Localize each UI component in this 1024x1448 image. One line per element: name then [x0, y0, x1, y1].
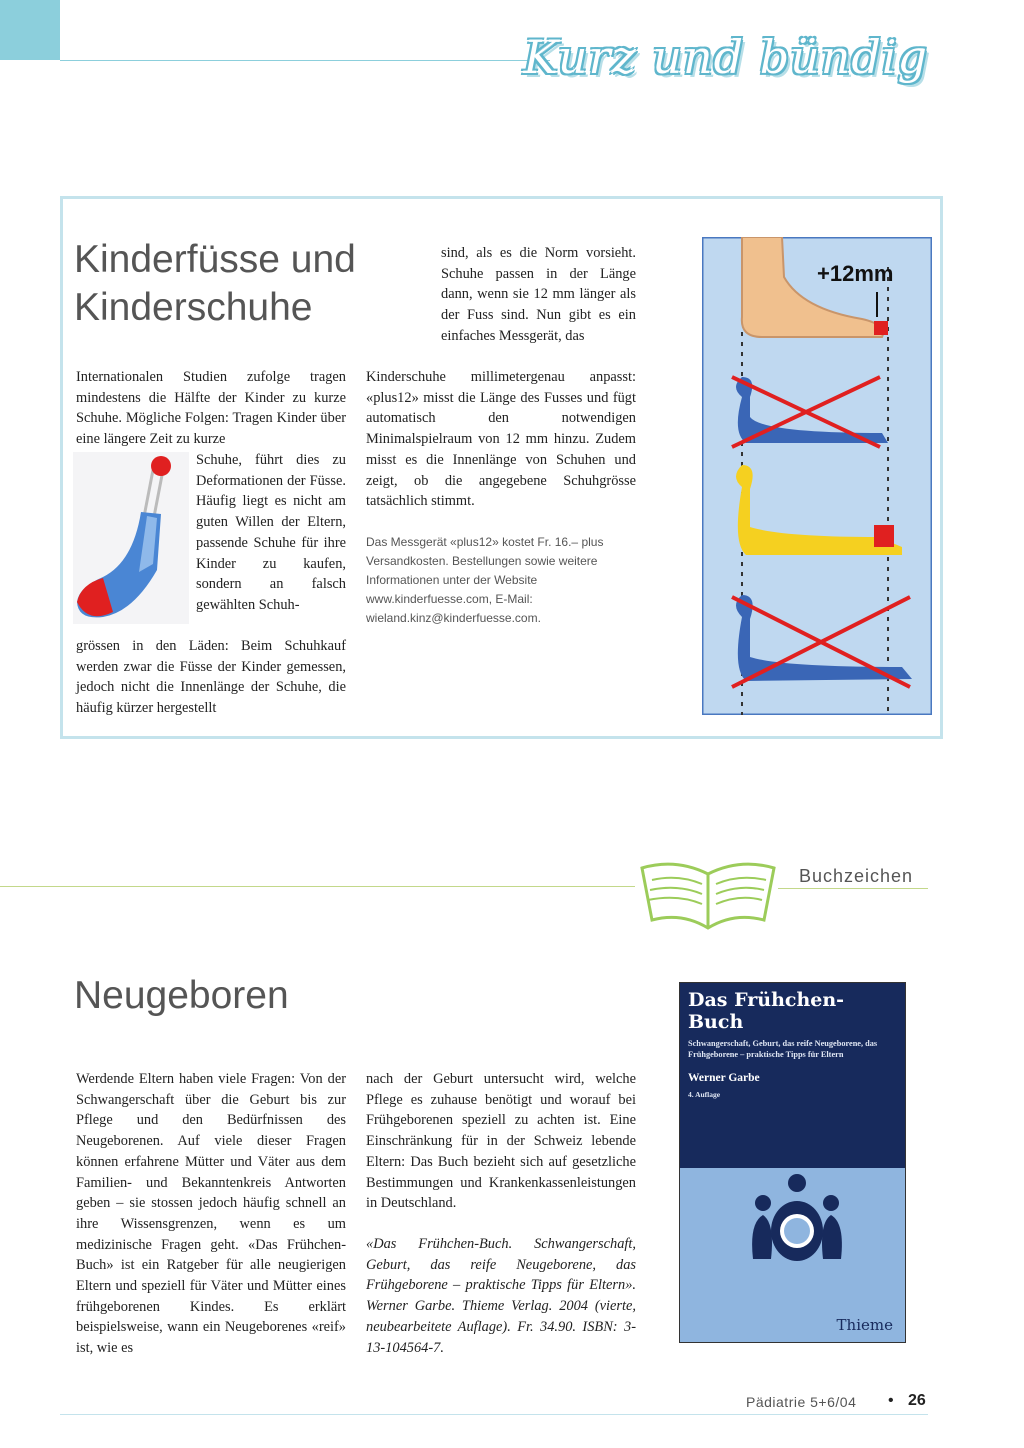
- article-col1-wrap: Schuhe, führt dies zu Deformationen der Füsse. Häufig liegt es nicht am guten Willen der Eltern, passende Schuhe für ihre Kinder zu kaufen, sondern an falsch gewählten Schuh-: [196, 452, 346, 613]
- article-col1-intro: Internationalen Studien zufolge tragen mindestens die Hälfte der Kinder zu kurze Schuhe. Mögliche Folgen: Tragen Kinder über eine längere Zeit zu kurze: [76, 369, 346, 448]
- bookmark-rule-right: [778, 888, 928, 889]
- open-book-icon: [636, 846, 781, 936]
- insole-measuring-device-image: [73, 452, 189, 624]
- bookmark-section-label: Buchzeichen: [799, 866, 914, 886]
- bookmark-title: Neugeboren: [74, 974, 289, 1017]
- cover-publisher: Thieme: [836, 1316, 893, 1334]
- article-col1-end: grössen in den Läden: Beim Schuhkauf werden zwar die Füsse der Kinder gemessen, jedoch nicht die Innenlänge der Schuhe, die häufig kürzer hergestellt: [76, 638, 346, 717]
- header-rule: [60, 60, 550, 61]
- section-title: Kurz und bündig: [523, 30, 928, 84]
- bookmark-col2: nach der Geburt untersucht wird, welche Pflege es zuhause benötigt und worauf bei Frühgeborenen speziell zu achten ist. Eine Einschränkung für in der Schweiz lebende Eltern: Das Buch bezieht sich auf gesetzliche Bestimmungen und Krankenkassenleistungen in Deutschland.: [366, 1071, 636, 1212]
- cover-title: Das Frühchen-Buch: [688, 989, 845, 1033]
- book-cover: [679, 982, 906, 1343]
- article-note: Das Messgerät «plus12» kostet Fr. 16.– plus Versandkosten. Bestellungen sowie weitere Informationen unter der Website www.kinderfuesse.com, E-Mail: wieland.kinz@kinderfuesse.com.: [366, 535, 604, 625]
- cover-edition: 4. Auflage: [688, 1090, 721, 1099]
- family-figure-image: [745, 1173, 850, 1263]
- corner-tab: [0, 0, 60, 60]
- bookmark-citation: «Das Frühchen-Buch. Schwangerschaft, Geburt, das reife Neugeborene, das Frühgeborene – praktische Tipps für Eltern». Werner Garbe. Thieme Verlag. 2004 (vierte, neubearbeitete Auflage). Fr. 34.90. ISBN: 3-13-104564-7.: [366, 1236, 636, 1356]
- article-col2-bottom: Kinderschuhe millimetergenau anpasst: «plus12» misst die Länge des Fusses und fügt automatisch den notwendigen Minimalspielraum von 12 mm hinzu. Zudem misst es die Innenlänge von Schuhen und zeigt, ob die angegebene Schuhgrösse tatsächlich stimmt.: [366, 369, 636, 510]
- footer-bullet-icon: •: [888, 1392, 894, 1409]
- fig-label: +12mm: [817, 261, 894, 286]
- cover-author: Werner Garbe: [688, 1072, 760, 1084]
- article-col2-top: sind, als es die Norm vorsieht. Schuhe passen in der Länge dann, wenn sie 12 mm länger als der Fuss sind. Nun gibt es ein einfaches Messgerät, das: [441, 245, 636, 344]
- cover-subtitle: Schwangerschaft, Geburt, das reife Neugeborene, das Frühgeborene – praktische Tipps für Eltern: [688, 1039, 878, 1059]
- footer-rule: [60, 1414, 928, 1415]
- footer-page-number: 26: [908, 1392, 926, 1409]
- article-title: Kinderfüsse und Kinderschuhe: [74, 238, 356, 329]
- bookmark-rule-left: [0, 886, 635, 887]
- shoe-fit-diagram: [702, 237, 932, 715]
- bookmark-col1: Werdende Eltern haben viele Fragen: Von der Schwangerschaft über die Geburt bis zur Pflege und den Bedürfnissen des Neugeborenen. Auf viele dieser Fragen können erfahrene Mütter und Väter aus dem Familien- und Bekanntenkreis Antworten geben – sie stossen jedoch häufig schnell an ihre Wissensgrenzen, wenn es um medizinische Fragen geht. «Das Frühchen-Buch» ist ein Ratgeber für alle neugierigen Eltern und speziell für Väter und Mütter eines frühgeborenen Kindes. Es erklärt beispielsweise, wann ein Neugeborenes «reif» ist, wie es: [76, 1071, 346, 1357]
- footer-journal: Pädiatrie 5+6/04: [746, 1394, 857, 1410]
